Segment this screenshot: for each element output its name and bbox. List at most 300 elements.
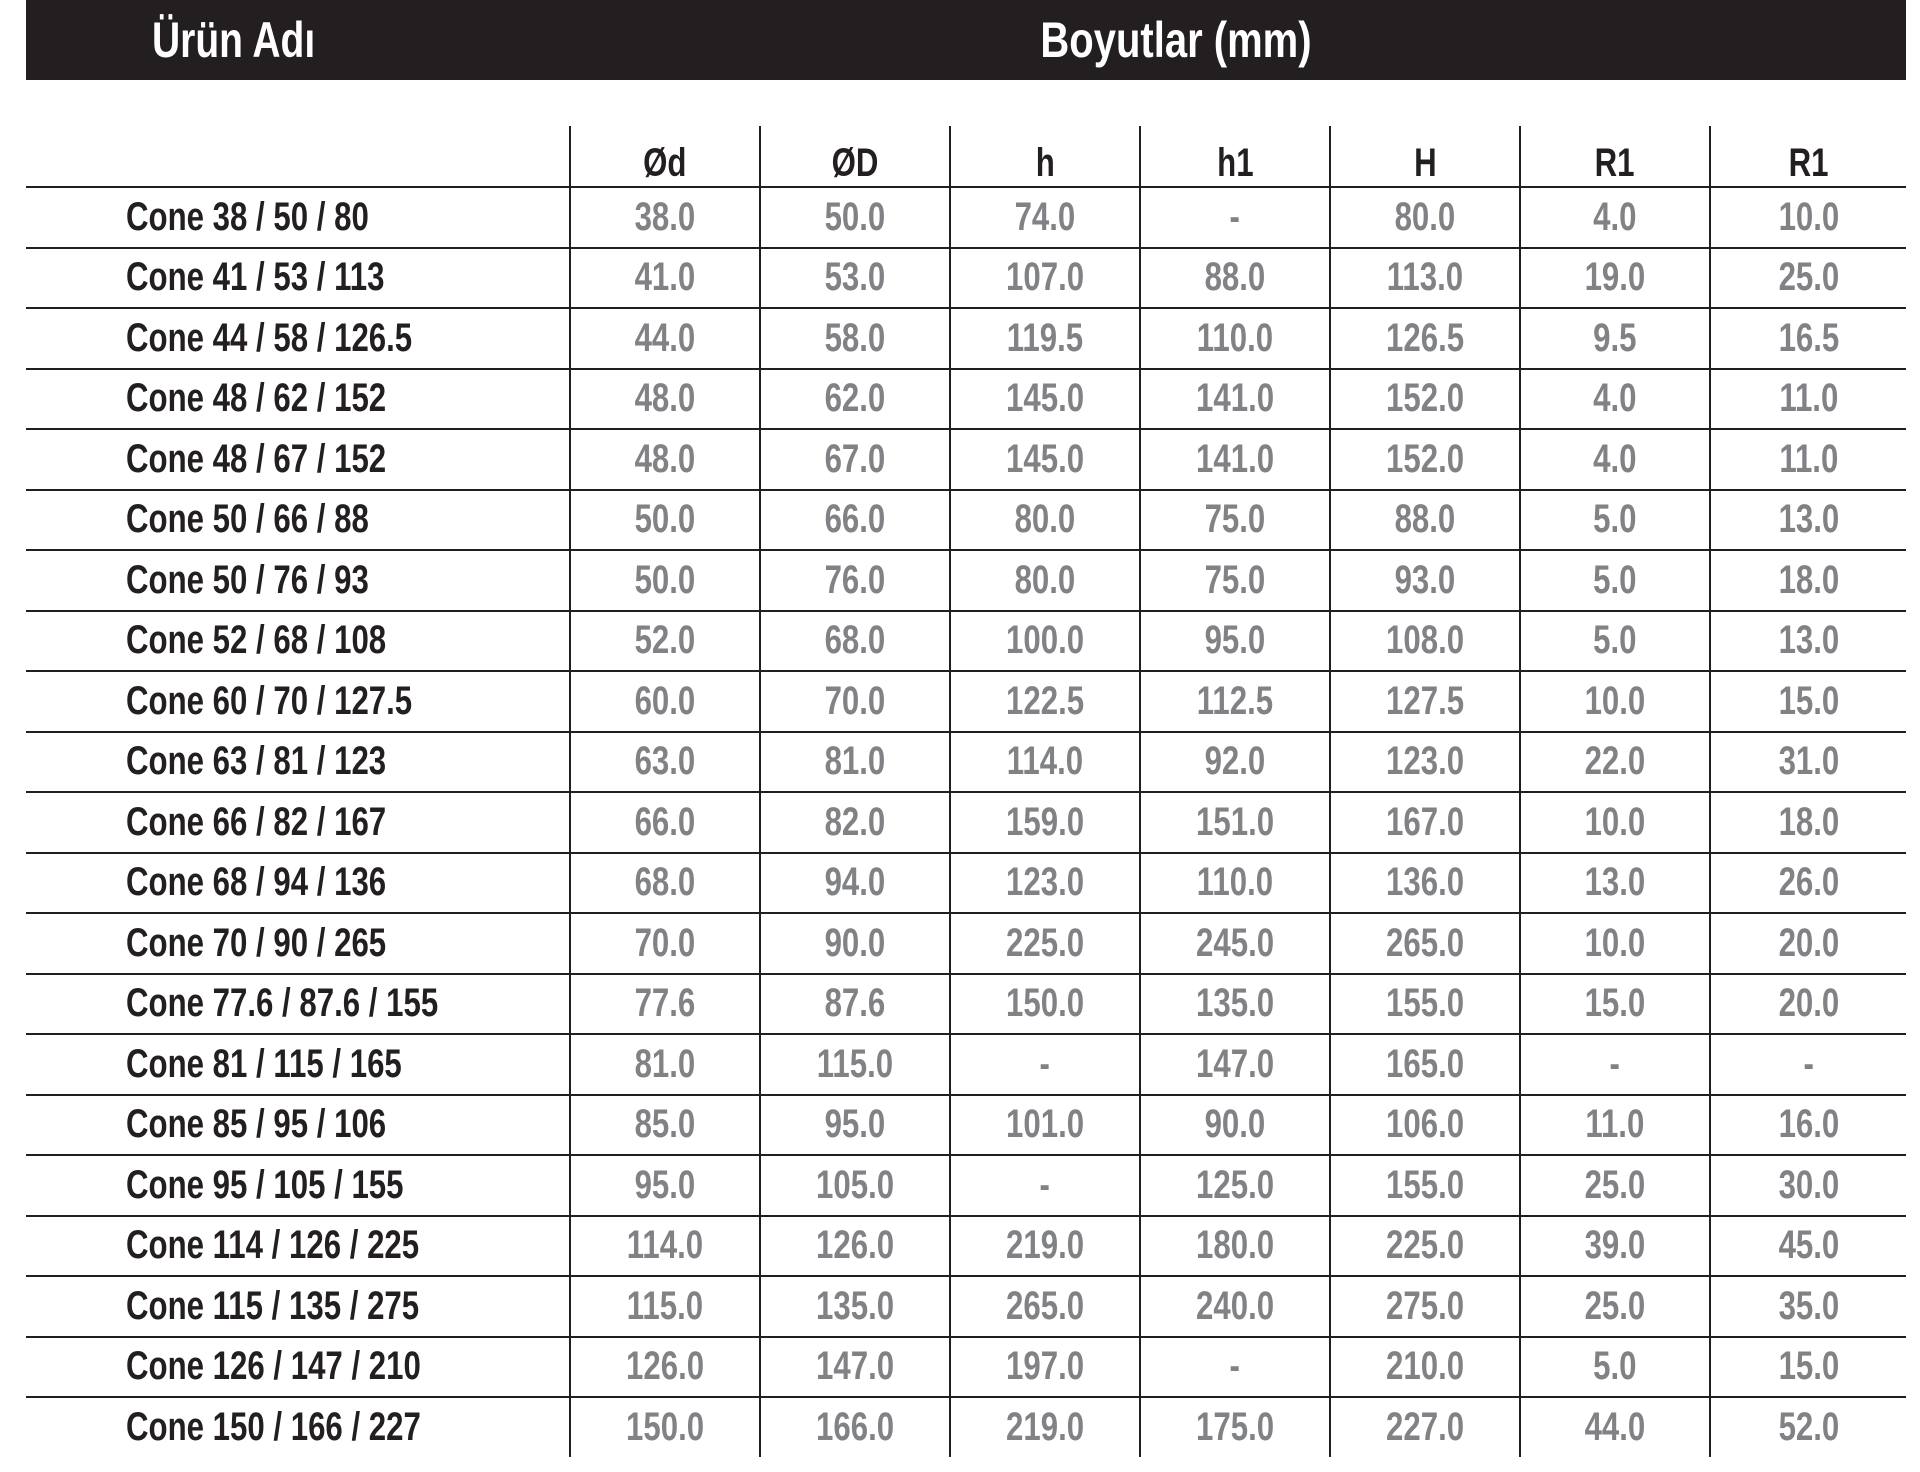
column-header-label: R1	[1788, 141, 1829, 185]
dimension-value: 106.0	[1385, 1102, 1465, 1147]
value-cell-col-od-small	[570, 369, 760, 430]
value-cell-col-H	[1330, 1216, 1520, 1277]
product-name-cell	[26, 1276, 570, 1337]
dimension-value: 151.0	[1195, 799, 1275, 844]
table-row	[26, 1276, 1906, 1337]
value-cell-col-od-small	[570, 1276, 760, 1337]
dimension-value: 70.0	[824, 678, 886, 723]
value-cell-col-h1	[1140, 550, 1330, 611]
value-cell-col-od-small	[570, 792, 760, 853]
dimension-value: 15.0	[1778, 1344, 1839, 1389]
product-name-cell	[26, 429, 570, 490]
value-cell-col-od-small	[570, 1034, 760, 1095]
dimension-value: 75.0	[1204, 497, 1266, 542]
dimension-value: 152.0	[1385, 376, 1465, 421]
dimension-value: 110.0	[1196, 860, 1274, 905]
value-cell-col-od-small	[570, 550, 760, 611]
value-cell-col-h	[950, 671, 1140, 732]
value-cell-col-od-small	[570, 611, 760, 672]
value-cell-col-H	[1330, 1337, 1520, 1398]
dimension-value: 105.0	[815, 1162, 895, 1207]
dimension-value: 50.0	[634, 557, 696, 602]
product-name-heading: Ürün Adı	[152, 12, 316, 68]
value-cell-col-h1	[1140, 1276, 1330, 1337]
value-cell-col-h	[950, 1216, 1140, 1277]
dimension-value: 275.0	[1385, 1283, 1465, 1328]
value-cell-col-H	[1330, 248, 1520, 309]
value-cell-col-r1-a	[1520, 369, 1710, 430]
value-cell-col-r1-a	[1520, 913, 1710, 974]
product-name: Cone 70 / 90 / 265	[126, 920, 387, 965]
dimension-value: 13.0	[1584, 860, 1646, 905]
dimension-value: 150.0	[1005, 981, 1085, 1026]
value-cell-col-od-large	[760, 187, 950, 248]
dimension-value: 225.0	[1385, 1223, 1465, 1268]
column-header-col-od-small	[570, 126, 760, 187]
dimension-value: 125.0	[1195, 1162, 1275, 1207]
dimension-value: 68.0	[634, 860, 696, 905]
value-cell-col-H	[1330, 1034, 1520, 1095]
value-cell-col-od-small	[570, 1155, 760, 1216]
dimension-value: 9.5	[1593, 315, 1637, 360]
product-name: Cone 50 / 66 / 88	[126, 497, 369, 542]
product-name: Cone 77.6 / 87.6 / 155	[126, 981, 439, 1026]
value-cell-col-H	[1330, 369, 1520, 430]
value-cell-col-H	[1330, 429, 1520, 490]
product-name-cell	[26, 1397, 570, 1457]
value-cell-col-od-small	[570, 671, 760, 732]
value-cell-col-od-large	[760, 550, 950, 611]
product-name: Cone 115 / 135 / 275	[126, 1283, 420, 1328]
value-cell-col-H	[1330, 308, 1520, 369]
dimension-value: 25.0	[1778, 255, 1839, 300]
dimension-value: 30.0	[1778, 1162, 1839, 1207]
dimension-value: 141.0	[1195, 436, 1275, 481]
dimension-value: 88.0	[1204, 255, 1266, 300]
value-cell-col-r1-a	[1520, 308, 1710, 369]
value-cell-col-od-large	[760, 732, 950, 793]
dimension-value: 87.6	[824, 981, 886, 1026]
dimension-value: 20.0	[1778, 920, 1839, 965]
value-cell-col-h1	[1140, 792, 1330, 853]
product-name-cell	[26, 671, 570, 732]
value-cell-col-od-small	[570, 187, 760, 248]
table-row	[26, 308, 1906, 369]
value-cell-col-h1	[1140, 732, 1330, 793]
table-row	[26, 1155, 1906, 1216]
value-cell-col-h	[950, 974, 1140, 1035]
value-cell-col-od-small	[570, 429, 760, 490]
dimension-value: 44.0	[1584, 1404, 1646, 1449]
value-cell-col-r1-a	[1520, 248, 1710, 309]
dimension-value: 135.0	[815, 1283, 895, 1328]
value-cell-col-r1-a	[1520, 1216, 1710, 1277]
product-name: Cone 60 / 70 / 127.5	[126, 678, 413, 723]
dimension-value: 245.0	[1195, 920, 1275, 965]
value-cell-col-h	[950, 429, 1140, 490]
value-cell-col-h	[950, 1397, 1140, 1457]
column-header-col-h	[950, 126, 1140, 187]
dimension-value: 114.0	[626, 1223, 704, 1268]
dimension-value: -	[1229, 1344, 1241, 1389]
table-header-bar	[26, 0, 1906, 80]
dimension-value: 123.0	[1005, 860, 1085, 905]
dimension-value: 167.0	[1385, 799, 1465, 844]
product-name: Cone 38 / 50 / 80	[126, 194, 369, 239]
value-cell-col-od-small	[570, 732, 760, 793]
value-cell-col-od-small	[570, 1095, 760, 1156]
value-cell-col-h1	[1140, 1095, 1330, 1156]
value-cell-col-r1-b	[1710, 490, 1906, 551]
product-name: Cone 48 / 67 / 152	[126, 436, 387, 481]
column-header-col-h1	[1140, 126, 1330, 187]
dimension-value: 60.0	[634, 678, 696, 723]
column-header-col-od-large	[760, 126, 950, 187]
dimension-value: 50.0	[634, 497, 696, 542]
value-cell-col-h1	[1140, 611, 1330, 672]
value-cell-col-h1	[1140, 429, 1330, 490]
dimension-value: 94.0	[824, 860, 886, 905]
table-row	[26, 913, 1906, 974]
dimension-value: 16.0	[1778, 1102, 1839, 1147]
value-cell-col-r1-a	[1520, 1397, 1710, 1457]
value-cell-col-h	[950, 792, 1140, 853]
table-row	[26, 1034, 1906, 1095]
column-header-blank	[26, 126, 570, 187]
dimension-value: 10.0	[1584, 678, 1646, 723]
product-name-cell	[26, 1034, 570, 1095]
value-cell-col-od-large	[760, 1034, 950, 1095]
column-header-col-H	[1330, 126, 1520, 187]
table-row	[26, 1095, 1906, 1156]
table-row	[26, 490, 1906, 551]
dimension-value: 20.0	[1778, 981, 1839, 1026]
dimension-value: 13.0	[1778, 497, 1839, 542]
value-cell-col-od-small	[570, 490, 760, 551]
dimension-value: 127.5	[1385, 678, 1465, 723]
column-header-label: h1	[1216, 141, 1254, 185]
table-row	[26, 853, 1906, 914]
value-cell-col-r1-b	[1710, 611, 1906, 672]
value-cell-col-r1-b	[1710, 974, 1906, 1035]
dimension-value: 147.0	[1195, 1041, 1275, 1086]
value-cell-col-od-small	[570, 1397, 760, 1457]
dimension-value: 219.0	[1005, 1404, 1085, 1449]
value-cell-col-r1-a	[1520, 187, 1710, 248]
product-name-cell	[26, 187, 570, 248]
dimension-value: 150.0	[625, 1404, 705, 1449]
dimension-value: 63.0	[634, 739, 696, 784]
value-cell-col-r1-a	[1520, 792, 1710, 853]
dimension-value: 82.0	[824, 799, 886, 844]
dimension-value: 136.0	[1385, 860, 1465, 905]
value-cell-col-h	[950, 1034, 1140, 1095]
table-row	[26, 369, 1906, 430]
product-name-cell	[26, 1337, 570, 1398]
value-cell-col-r1-a	[1520, 550, 1710, 611]
dimension-value: -	[1039, 1162, 1051, 1207]
value-cell-col-h	[950, 1337, 1140, 1398]
value-cell-col-od-large	[760, 792, 950, 853]
dimension-value: 122.5	[1005, 678, 1085, 723]
value-cell-col-r1-b	[1710, 1155, 1906, 1216]
product-name: Cone 44 / 58 / 126.5	[126, 315, 413, 360]
dimension-value: 5.0	[1593, 618, 1637, 663]
dimension-value: 25.0	[1584, 1283, 1646, 1328]
dimension-value: -	[1609, 1041, 1621, 1086]
product-name: Cone 52 / 68 / 108	[126, 618, 387, 663]
dimension-value: 10.0	[1584, 799, 1646, 844]
dimension-value: 126.0	[815, 1223, 895, 1268]
value-cell-col-od-large	[760, 1095, 950, 1156]
product-name: Cone 95 / 105 / 155	[126, 1162, 404, 1207]
product-name-cell	[26, 1155, 570, 1216]
dimensions-heading: Boyutlar (mm)	[1040, 12, 1312, 68]
dimension-value: 101.0	[1005, 1102, 1085, 1147]
dimension-value: 11.0	[1585, 1102, 1645, 1147]
value-cell-col-od-large	[760, 1155, 950, 1216]
value-cell-col-od-large	[760, 913, 950, 974]
value-cell-col-r1-b	[1710, 1216, 1906, 1277]
dimension-value: 95.0	[824, 1102, 886, 1147]
dimension-value: 115.0	[626, 1283, 704, 1328]
dimension-value: 119.5	[1006, 315, 1084, 360]
product-name: Cone 41 / 53 / 113	[126, 255, 385, 300]
dimension-value: 265.0	[1385, 920, 1465, 965]
dimension-value: 180.0	[1195, 1223, 1275, 1268]
value-cell-col-H	[1330, 611, 1520, 672]
dimension-value: 5.0	[1593, 1344, 1637, 1389]
value-cell-col-h	[950, 308, 1140, 369]
value-cell-col-od-large	[760, 611, 950, 672]
dimension-value: 18.0	[1778, 799, 1839, 844]
value-cell-col-h	[950, 1155, 1140, 1216]
value-cell-col-H	[1330, 187, 1520, 248]
dimension-value: 52.0	[1778, 1404, 1839, 1449]
product-name-cell	[26, 369, 570, 430]
value-cell-col-r1-b	[1710, 187, 1906, 248]
dimension-value: 175.0	[1195, 1404, 1275, 1449]
value-cell-col-r1-b	[1710, 1276, 1906, 1337]
product-name: Cone 66 / 82 / 167	[126, 799, 387, 844]
dimension-value: 107.0	[1005, 255, 1085, 300]
dimension-value: 95.0	[634, 1162, 696, 1207]
dimension-value: 4.0	[1593, 436, 1637, 481]
value-cell-col-r1-a	[1520, 490, 1710, 551]
table-row	[26, 550, 1906, 611]
column-header-label: h	[1035, 141, 1055, 185]
value-cell-col-h	[950, 187, 1140, 248]
dimension-value: 62.0	[824, 376, 886, 421]
dimension-value: 126.5	[1385, 315, 1465, 360]
value-cell-col-r1-b	[1710, 369, 1906, 430]
product-name: Cone 48 / 62 / 152	[126, 376, 387, 421]
table-row	[26, 187, 1906, 248]
value-cell-col-od-small	[570, 853, 760, 914]
product-name-cell	[26, 490, 570, 551]
value-cell-col-od-large	[760, 853, 950, 914]
table-row	[26, 792, 1906, 853]
dimension-value: 5.0	[1593, 497, 1637, 542]
dimension-value: 35.0	[1778, 1283, 1839, 1328]
dimension-value: 67.0	[824, 436, 886, 481]
value-cell-col-r1-a	[1520, 853, 1710, 914]
value-cell-col-h	[950, 1095, 1140, 1156]
value-cell-col-h	[950, 550, 1140, 611]
dimension-value: 48.0	[634, 376, 696, 421]
value-cell-col-r1-b	[1710, 1095, 1906, 1156]
product-name: Cone 63 / 81 / 123	[126, 739, 387, 784]
dimension-value: 31.0	[1778, 739, 1839, 784]
column-header-label: Ød	[643, 141, 687, 185]
dimensions-table	[26, 126, 1906, 1457]
value-cell-col-od-large	[760, 1337, 950, 1398]
value-cell-col-H	[1330, 732, 1520, 793]
dimension-value: 115.0	[816, 1041, 894, 1086]
dimension-value: 66.0	[634, 799, 696, 844]
dimension-value: 145.0	[1005, 376, 1085, 421]
value-cell-col-h1	[1140, 913, 1330, 974]
column-header-label: R1	[1595, 141, 1635, 185]
table-row	[26, 671, 1906, 732]
dimension-value: 77.6	[634, 981, 696, 1026]
dimension-value: 159.0	[1005, 799, 1085, 844]
dimension-value: 50.0	[824, 194, 886, 239]
value-cell-col-r1-b	[1710, 1034, 1906, 1095]
table-row	[26, 248, 1906, 309]
dimension-value: 227.0	[1385, 1404, 1465, 1449]
product-name-cell	[26, 1216, 570, 1277]
product-name: Cone 50 / 76 / 93	[126, 557, 369, 602]
value-cell-col-h1	[1140, 974, 1330, 1035]
value-cell-col-h1	[1140, 1155, 1330, 1216]
product-name-cell	[26, 792, 570, 853]
value-cell-col-H	[1330, 913, 1520, 974]
dimension-value: 66.0	[824, 497, 886, 542]
dimension-value: -	[1803, 1041, 1814, 1086]
dimension-value: 112.5	[1196, 678, 1274, 723]
dimension-value: 74.0	[1014, 194, 1076, 239]
dimension-value: 15.0	[1778, 678, 1839, 723]
dimension-value: 15.0	[1584, 981, 1646, 1026]
dimension-value: 165.0	[1385, 1041, 1465, 1086]
value-cell-col-od-small	[570, 308, 760, 369]
value-cell-col-h1	[1140, 187, 1330, 248]
dimension-value: 147.0	[815, 1344, 895, 1389]
column-header-col-r1-a	[1520, 126, 1710, 187]
column-header-label: H	[1413, 141, 1437, 185]
value-cell-col-h1	[1140, 671, 1330, 732]
dimension-value: 18.0	[1778, 557, 1839, 602]
dimension-value: 76.0	[824, 557, 886, 602]
value-cell-col-od-large	[760, 369, 950, 430]
value-cell-col-h1	[1140, 369, 1330, 430]
dimension-value: 155.0	[1385, 1162, 1465, 1207]
product-name-cell	[26, 1095, 570, 1156]
dimension-value: -	[1229, 194, 1241, 239]
table-row	[26, 429, 1906, 490]
value-cell-col-r1-a	[1520, 1276, 1710, 1337]
dimension-value: 53.0	[824, 255, 886, 300]
dimension-value: 225.0	[1005, 920, 1085, 965]
product-name: Cone 150 / 166 / 227	[126, 1404, 421, 1449]
dimension-value: 92.0	[1204, 739, 1266, 784]
dimension-value: 155.0	[1385, 981, 1465, 1026]
value-cell-col-od-large	[760, 248, 950, 309]
dimension-value: 114.0	[1006, 739, 1084, 784]
product-name: Cone 68 / 94 / 136	[126, 860, 387, 905]
value-cell-col-H	[1330, 1397, 1520, 1457]
value-cell-col-r1-b	[1710, 792, 1906, 853]
value-cell-col-r1-b	[1710, 1397, 1906, 1457]
dimension-value: 22.0	[1584, 739, 1646, 784]
value-cell-col-r1-a	[1520, 671, 1710, 732]
product-name-cell	[26, 732, 570, 793]
value-cell-col-r1-b	[1710, 671, 1906, 732]
dimension-value: 135.0	[1195, 981, 1275, 1026]
value-cell-col-H	[1330, 490, 1520, 551]
dimension-value: 110.0	[1196, 315, 1274, 360]
dimension-value: 44.0	[634, 315, 696, 360]
dimension-value: 4.0	[1593, 376, 1637, 421]
value-cell-col-r1-a	[1520, 732, 1710, 793]
dimension-value: 240.0	[1195, 1283, 1275, 1328]
dimension-value: 58.0	[824, 315, 886, 360]
value-cell-col-h1	[1140, 1397, 1330, 1457]
value-cell-col-r1-a	[1520, 1095, 1710, 1156]
value-cell-col-h1	[1140, 853, 1330, 914]
value-cell-col-od-large	[760, 1397, 950, 1457]
dimension-value: 95.0	[1204, 618, 1266, 663]
dimension-value: 108.0	[1385, 618, 1465, 663]
table-body	[26, 187, 1906, 1457]
value-cell-col-h1	[1140, 1216, 1330, 1277]
dimension-value: 100.0	[1005, 618, 1085, 663]
value-cell-col-H	[1330, 1155, 1520, 1216]
dimension-value: 5.0	[1593, 557, 1637, 602]
dimension-value: 90.0	[824, 920, 886, 965]
product-name-cell	[26, 550, 570, 611]
dimension-value: 197.0	[1005, 1344, 1085, 1389]
dimension-value: 80.0	[1014, 557, 1076, 602]
product-name-cell	[26, 853, 570, 914]
dimension-value: 16.5	[1778, 315, 1839, 360]
value-cell-col-od-large	[760, 974, 950, 1035]
dimension-value: 10.0	[1584, 920, 1646, 965]
value-cell-col-h1	[1140, 1337, 1330, 1398]
dimension-value: 41.0	[634, 255, 696, 300]
value-cell-col-h1	[1140, 1034, 1330, 1095]
dimension-value: 88.0	[1394, 497, 1456, 542]
value-cell-col-od-large	[760, 1276, 950, 1337]
dimension-value: 11.0	[1778, 376, 1839, 421]
value-cell-col-r1-b	[1710, 853, 1906, 914]
dimension-value: 145.0	[1005, 436, 1085, 481]
dimension-value: 123.0	[1385, 739, 1465, 784]
value-cell-col-h	[950, 611, 1140, 672]
table-row	[26, 974, 1906, 1035]
dimension-value: 48.0	[634, 436, 696, 481]
table-row	[26, 1216, 1906, 1277]
dimension-value: 4.0	[1593, 194, 1637, 239]
value-cell-col-od-large	[760, 308, 950, 369]
value-cell-col-r1-b	[1710, 913, 1906, 974]
product-name-cell	[26, 308, 570, 369]
table-row	[26, 732, 1906, 793]
product-name-cell	[26, 611, 570, 672]
dimension-value: 10.0	[1778, 194, 1839, 239]
dimension-value: 141.0	[1195, 376, 1275, 421]
